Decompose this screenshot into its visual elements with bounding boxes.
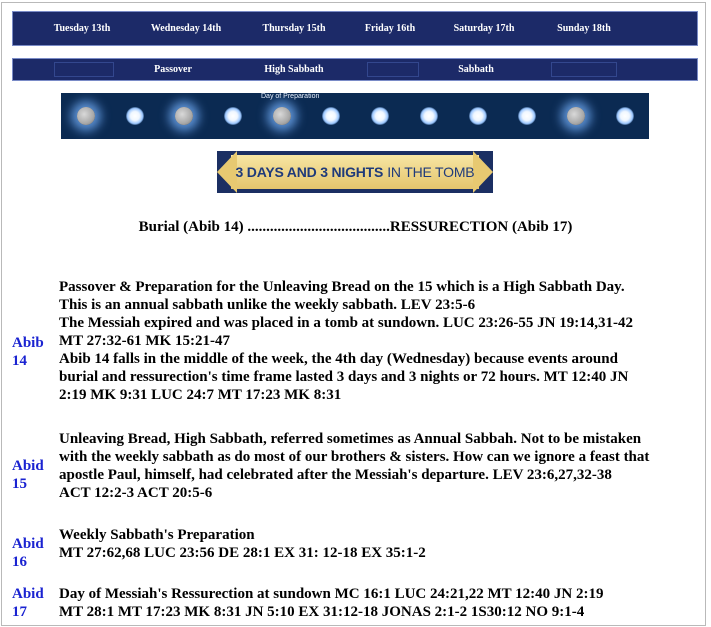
three-days-banner: [217, 151, 493, 193]
entry-label: [12, 457, 44, 493]
entry-text: [59, 278, 699, 404]
entry-label-word: Abid: [12, 536, 44, 552]
full-moon-icon: [453, 93, 502, 139]
entry-line: MT 27:32-61 MK 15:21-47: [59, 333, 230, 349]
full-moon-icon: [404, 93, 453, 139]
entry-line: MT 28:1 MT 17:23 MK 8:31 JN 5:10 EX 31:12-18 JONAS 2:1-2 1S30:12 NO 9:1-4: [59, 604, 585, 620]
nav-saturday[interactable]: Saturday 17th: [453, 23, 515, 34]
full-moon-icon: [208, 93, 257, 139]
nav-friday[interactable]: Friday 16th: [364, 23, 416, 34]
full-moon-icon: [502, 93, 551, 139]
entry-text: [59, 526, 699, 562]
entry-label: [12, 334, 44, 370]
entry-line: Unleaving Bread, High Sabbath, referred sometimes as Annual Sabbah. Not to be mistaken: [59, 431, 642, 447]
entry-label: [12, 585, 44, 621]
entry-line: apostle Paul, himself, had celebrated after the Messiah's departure. LEV 23:6,27,32-38: [59, 467, 612, 483]
entry-line: MT 27:62,68 LUC 23:56 DE 28:1 EX 31: 12-18 EX 35:1-2: [59, 545, 426, 561]
nav-wednesday[interactable]: Wednesday 14th: [150, 23, 222, 34]
event-slot-blank: [54, 62, 114, 77]
day-nav-bar: [12, 11, 698, 46]
moon-phase-icon: [61, 93, 110, 139]
entry-label-word: Abid: [12, 586, 44, 602]
entry-label-number: 15: [12, 476, 27, 492]
entry-label-number: 17: [12, 604, 27, 620]
nav-tuesday[interactable]: Tuesday 13th: [53, 23, 111, 34]
moon-phase-icon: [551, 93, 600, 139]
entry-text: [59, 430, 699, 502]
entry-line: Day of Messiah's Ressurection at sundown MC 16:1 LUC 24:21,22 MT 12:40 JN 2:19: [59, 586, 604, 602]
entry-label-number: 14: [12, 353, 27, 369]
event-high-sabbath[interactable]: High Sabbath: [264, 64, 324, 75]
banner-tomb: IN THE TOMB: [387, 164, 475, 180]
entry-line: ACT 12:2-3 ACT 20:5-6: [59, 485, 213, 501]
entry-line: This is an annual sabbath unlike the weekly sabbath. LEV 23:5-6: [59, 297, 476, 313]
burial-resurrection-line: Burial (Abib 14) ......................................RESSURECTION (Abib 17): [138, 219, 573, 235]
entry-line: Weekly Sabbath's Preparation: [59, 527, 255, 543]
strip-caption: Day of Preparation: [261, 93, 320, 100]
entry-text: [59, 585, 699, 621]
entry-label-word: Abib: [12, 335, 44, 351]
nav-thursday[interactable]: Thursday 15th: [262, 23, 326, 34]
banner-days: 3 DAYS AND 3 NIGHTS: [235, 164, 384, 180]
event-sabbath[interactable]: Sabbath: [458, 64, 494, 75]
entry-label-word: Abid: [12, 458, 44, 474]
moon-phase-strip: [61, 93, 649, 139]
entry-line: burial and ressurection's time frame lasted 3 days and 3 nights or 72 hours. MT 12:40 JN: [59, 369, 629, 385]
event-slot-blank: [551, 62, 617, 77]
banner-text: [217, 151, 493, 193]
event-slot-blank: [367, 62, 419, 77]
full-moon-icon: [355, 93, 404, 139]
entry-line: Passover & Preparation for the Unleaving Bread on the 15 which is a High Sabbath Day.: [59, 279, 625, 295]
entry-line: The Messiah expired and was placed in a tomb at sundown. LUC 23:26-55 JN 19:14,31-42: [59, 315, 633, 331]
event-passover[interactable]: Passover: [154, 64, 192, 75]
nav-sunday[interactable]: Sunday 18th: [557, 23, 611, 34]
full-moon-icon: [110, 93, 159, 139]
moon-phase-icon: [159, 93, 208, 139]
entry-label: [12, 535, 44, 571]
entry-line: 2:19 MK 9:31 LUC 24:7 MT 17:23 MK 8:31: [59, 387, 342, 403]
entry-line: Abib 14 falls in the middle of the week, the 4th day (Wednesday) because events around: [59, 351, 618, 367]
full-moon-icon: [600, 93, 649, 139]
entry-label-number: 16: [12, 554, 27, 570]
event-nav-bar: [12, 58, 698, 81]
entry-line: with the weekly sabbath as do most of our brothers & sisters. How can we ignore a feast that: [59, 449, 650, 465]
